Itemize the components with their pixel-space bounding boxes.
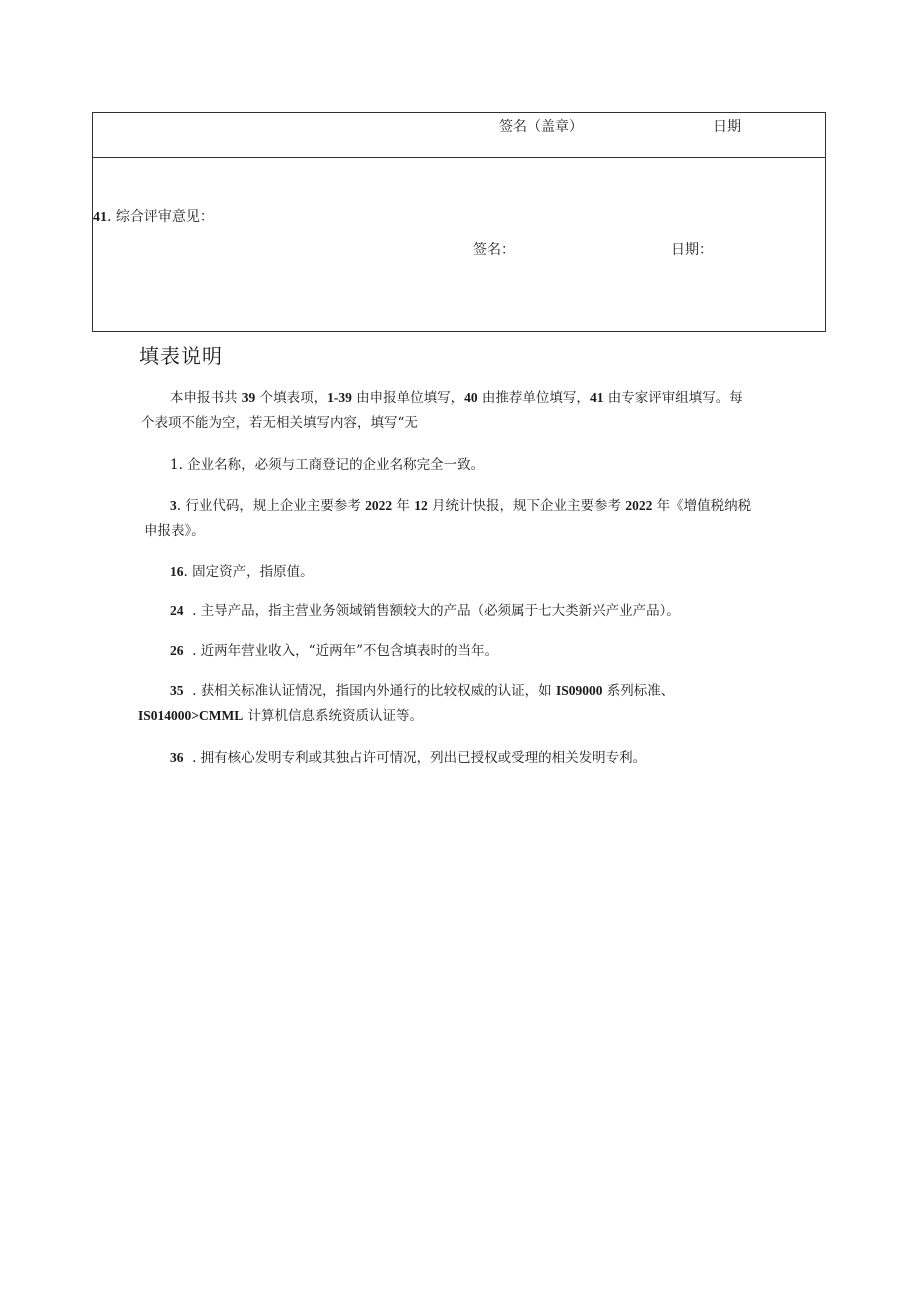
instruction-item-35: 35 . 获相关标准认证情况，指国内外通行的比较权威的认证，如 IS09000 系列标准、 xyxy=(170,683,675,699)
signature-seal-label: 签名（盖章） xyxy=(499,119,583,135)
date-label-2: 日期： xyxy=(671,242,713,258)
review-form-table xyxy=(92,112,826,332)
instruction-item-3-line-2: 申报表》。 xyxy=(144,523,205,539)
item-label: . 综合评审意见： xyxy=(107,209,214,225)
instruction-item-1: 1. 企业名称，必须与工商登记的企业名称完全一致。 xyxy=(170,457,485,473)
instructions-title xyxy=(139,340,223,369)
instruction-item-36: 36 . 拥有核心发明专利或其独占许可情况，列出已授权或受理的相关发明专利。 xyxy=(170,750,647,766)
instruction-item-3: 3. 行业代码，规上企业主要参考 2022 年 12 月统计快报，规下企业主要参考 2022 年《增值税纳税 xyxy=(170,498,752,514)
intro-line-1: 本申报书共 39 个填表项，1-39 由申报单位填写，40 由推荐单位填写，41 由专家评审组填写。每 xyxy=(170,390,743,406)
signature-label: 签名： xyxy=(473,242,515,258)
item-number: 41 xyxy=(93,210,107,225)
comprehensive-review-label xyxy=(93,206,214,226)
page-title: 填表说明 xyxy=(139,344,223,368)
date-label: 日期 xyxy=(713,119,741,135)
instruction-item-35-line-2: IS014000>CMML 计算机信息系统资质认证等。 xyxy=(138,708,423,724)
row-divider xyxy=(93,157,825,158)
instruction-item-24: 24 . 主导产品，指主营业务领域销售额较大的产品（必须属于七大类新兴产业产品）。 xyxy=(170,603,680,619)
instruction-item-26: 26 . 近两年营业收入，“近两年”不包含填表时的当年。 xyxy=(170,643,498,659)
intro-line-2: 个表项不能为空，若无相关填写内容，填写“无 xyxy=(141,415,418,431)
instruction-item-16: 16. 固定资产，指原值。 xyxy=(170,564,314,580)
